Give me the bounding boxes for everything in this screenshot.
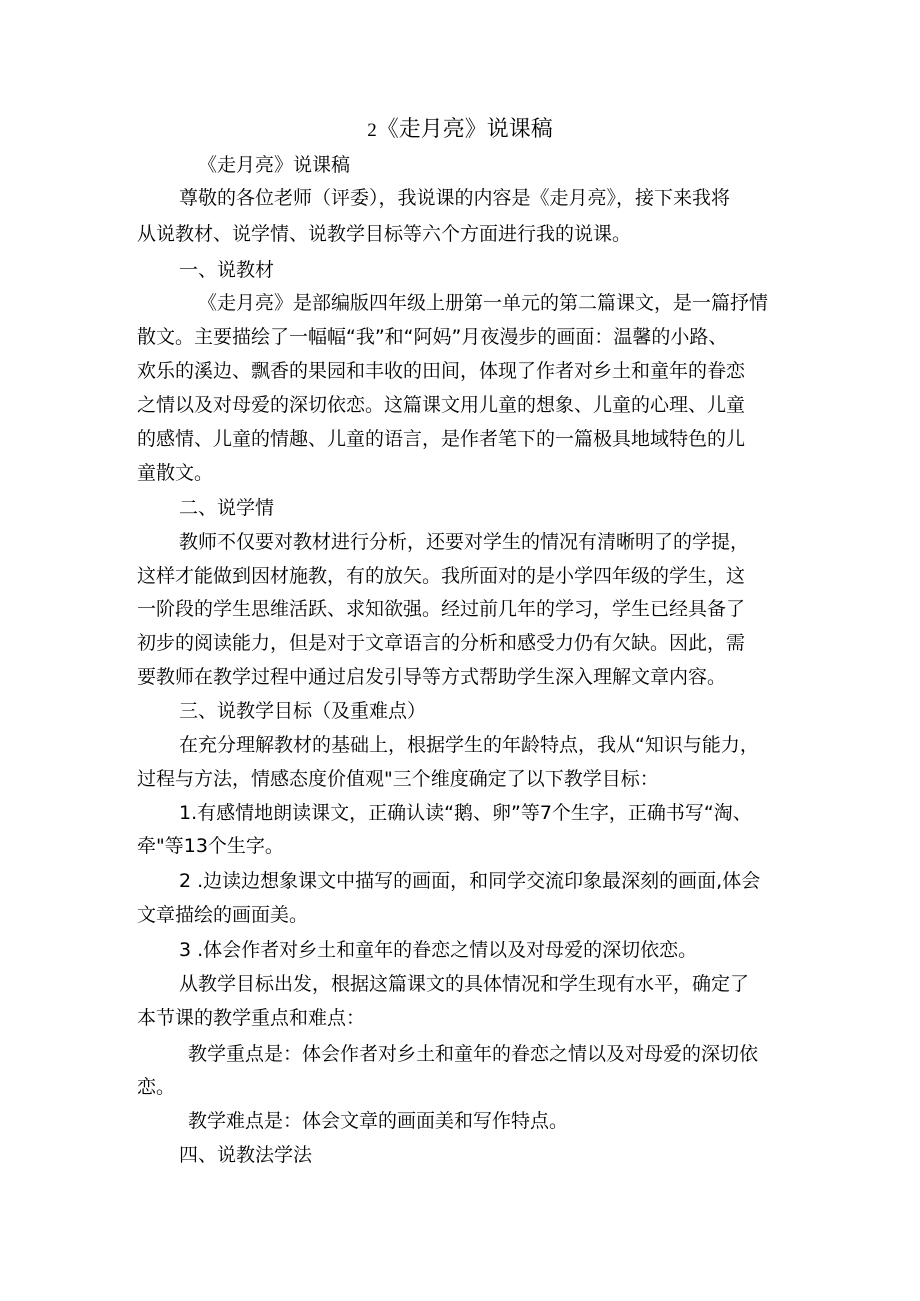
section-heading: 二、说学情 bbox=[179, 497, 275, 519]
paragraph-line: 过程与方法，情感态度价值观"三个维度确定了以下教学目标： bbox=[137, 768, 659, 790]
key-point-continuation: 恋。 bbox=[137, 1076, 176, 1098]
paragraph-line: 《走月亮》是部编版四年级上册第一单元的第二篇课文，是一篇抒情 bbox=[198, 292, 769, 314]
paragraph-line: 从说教材、说学情、说教学目标等六个方面进行我的说课。 bbox=[137, 223, 632, 245]
paragraph-line: 在充分理解教材的基础上，根据学生的年龄特点，我从“知识与能力， bbox=[179, 734, 759, 756]
subtitle-line: 《走月亮》说课稿 bbox=[198, 154, 351, 176]
paragraph-line: 之情以及对母爱的深切依恋。这篇课文用儿童的想象、儿童的心理、儿童 bbox=[137, 394, 746, 416]
paragraph-line: 要教师在教学过程中通过启发引导等方式帮助学生深入理解文章内容。 bbox=[137, 666, 727, 688]
difficulty-line: 教学难点是：体会文章的画面美和写作特点。 bbox=[188, 1110, 569, 1132]
paragraph-line: 尊敬的各位老师（评委），我说课的内容是《走月亮》，接下来我将 bbox=[179, 187, 731, 209]
key-point-line: 教学重点是：体会作者对乡土和童年的眷恋之情以及对母爱的深切依 bbox=[188, 1043, 759, 1065]
title-number: 2 bbox=[367, 120, 377, 141]
paragraph-line: 散文。主要描绘了一幅幅“我”和“阿妈”月夜漫步的画面：温馨的小路、 bbox=[137, 326, 728, 348]
section-heading: 四、说教法学法 bbox=[179, 1144, 313, 1166]
section-heading: 一、说教材 bbox=[179, 259, 275, 281]
list-item: 2 .边读边想象课文中描写的画面，和同学交流印象最深刻的画面,体会 bbox=[179, 870, 761, 892]
list-item-continuation: 文章描绘的画面美。 bbox=[137, 904, 309, 926]
paragraph-line: 一阶段的学生思维活跃、求知欲强。经过前几年的学习，学生已经具备了 bbox=[137, 598, 746, 620]
paragraph-line: 的感情、儿童的情趣、儿童的语言，是作者笔下的一篇极具地域特色的儿 bbox=[137, 428, 746, 450]
paragraph-line: 欢乐的溪边、飘香的果园和丰收的田间，体现了作者对乡土和童年的眷恋 bbox=[137, 360, 746, 382]
list-item-continuation: 牵"等13个生字。 bbox=[137, 835, 284, 857]
paragraph-line: 童散文。 bbox=[137, 462, 214, 484]
title-text: 《走月亮》说课稿 bbox=[376, 117, 553, 142]
paragraph-line: 教师不仅要对教材进行分析，还要对学生的情况有清晰明了的学提， bbox=[179, 531, 750, 553]
paragraph-line: 本节课的教学重点和难点： bbox=[137, 1007, 366, 1029]
list-item: 1.有感情地朗读课文，正确认读“鹅、卵”等7个生字，正确书写“淘、 bbox=[179, 802, 752, 824]
paragraph-line: 从教学目标出发，根据这篇课文的具体情况和学生现有水平，确定了 bbox=[179, 973, 750, 995]
section-heading: 三、说教学目标（及重难点） bbox=[179, 700, 427, 722]
list-item: 3 .体会作者对乡土和童年的眷恋之情以及对母爱的深切依恋。 bbox=[179, 939, 698, 961]
document-title bbox=[0, 114, 920, 147]
paragraph-line: 这样才能做到因材施教，有的放矢。我所面对的是小学四年级的学生，这 bbox=[137, 565, 746, 587]
paragraph-line: 初步的阅读能力，但是对于文章语言的分析和感受力仍有欠缺。因此，需 bbox=[137, 632, 746, 654]
